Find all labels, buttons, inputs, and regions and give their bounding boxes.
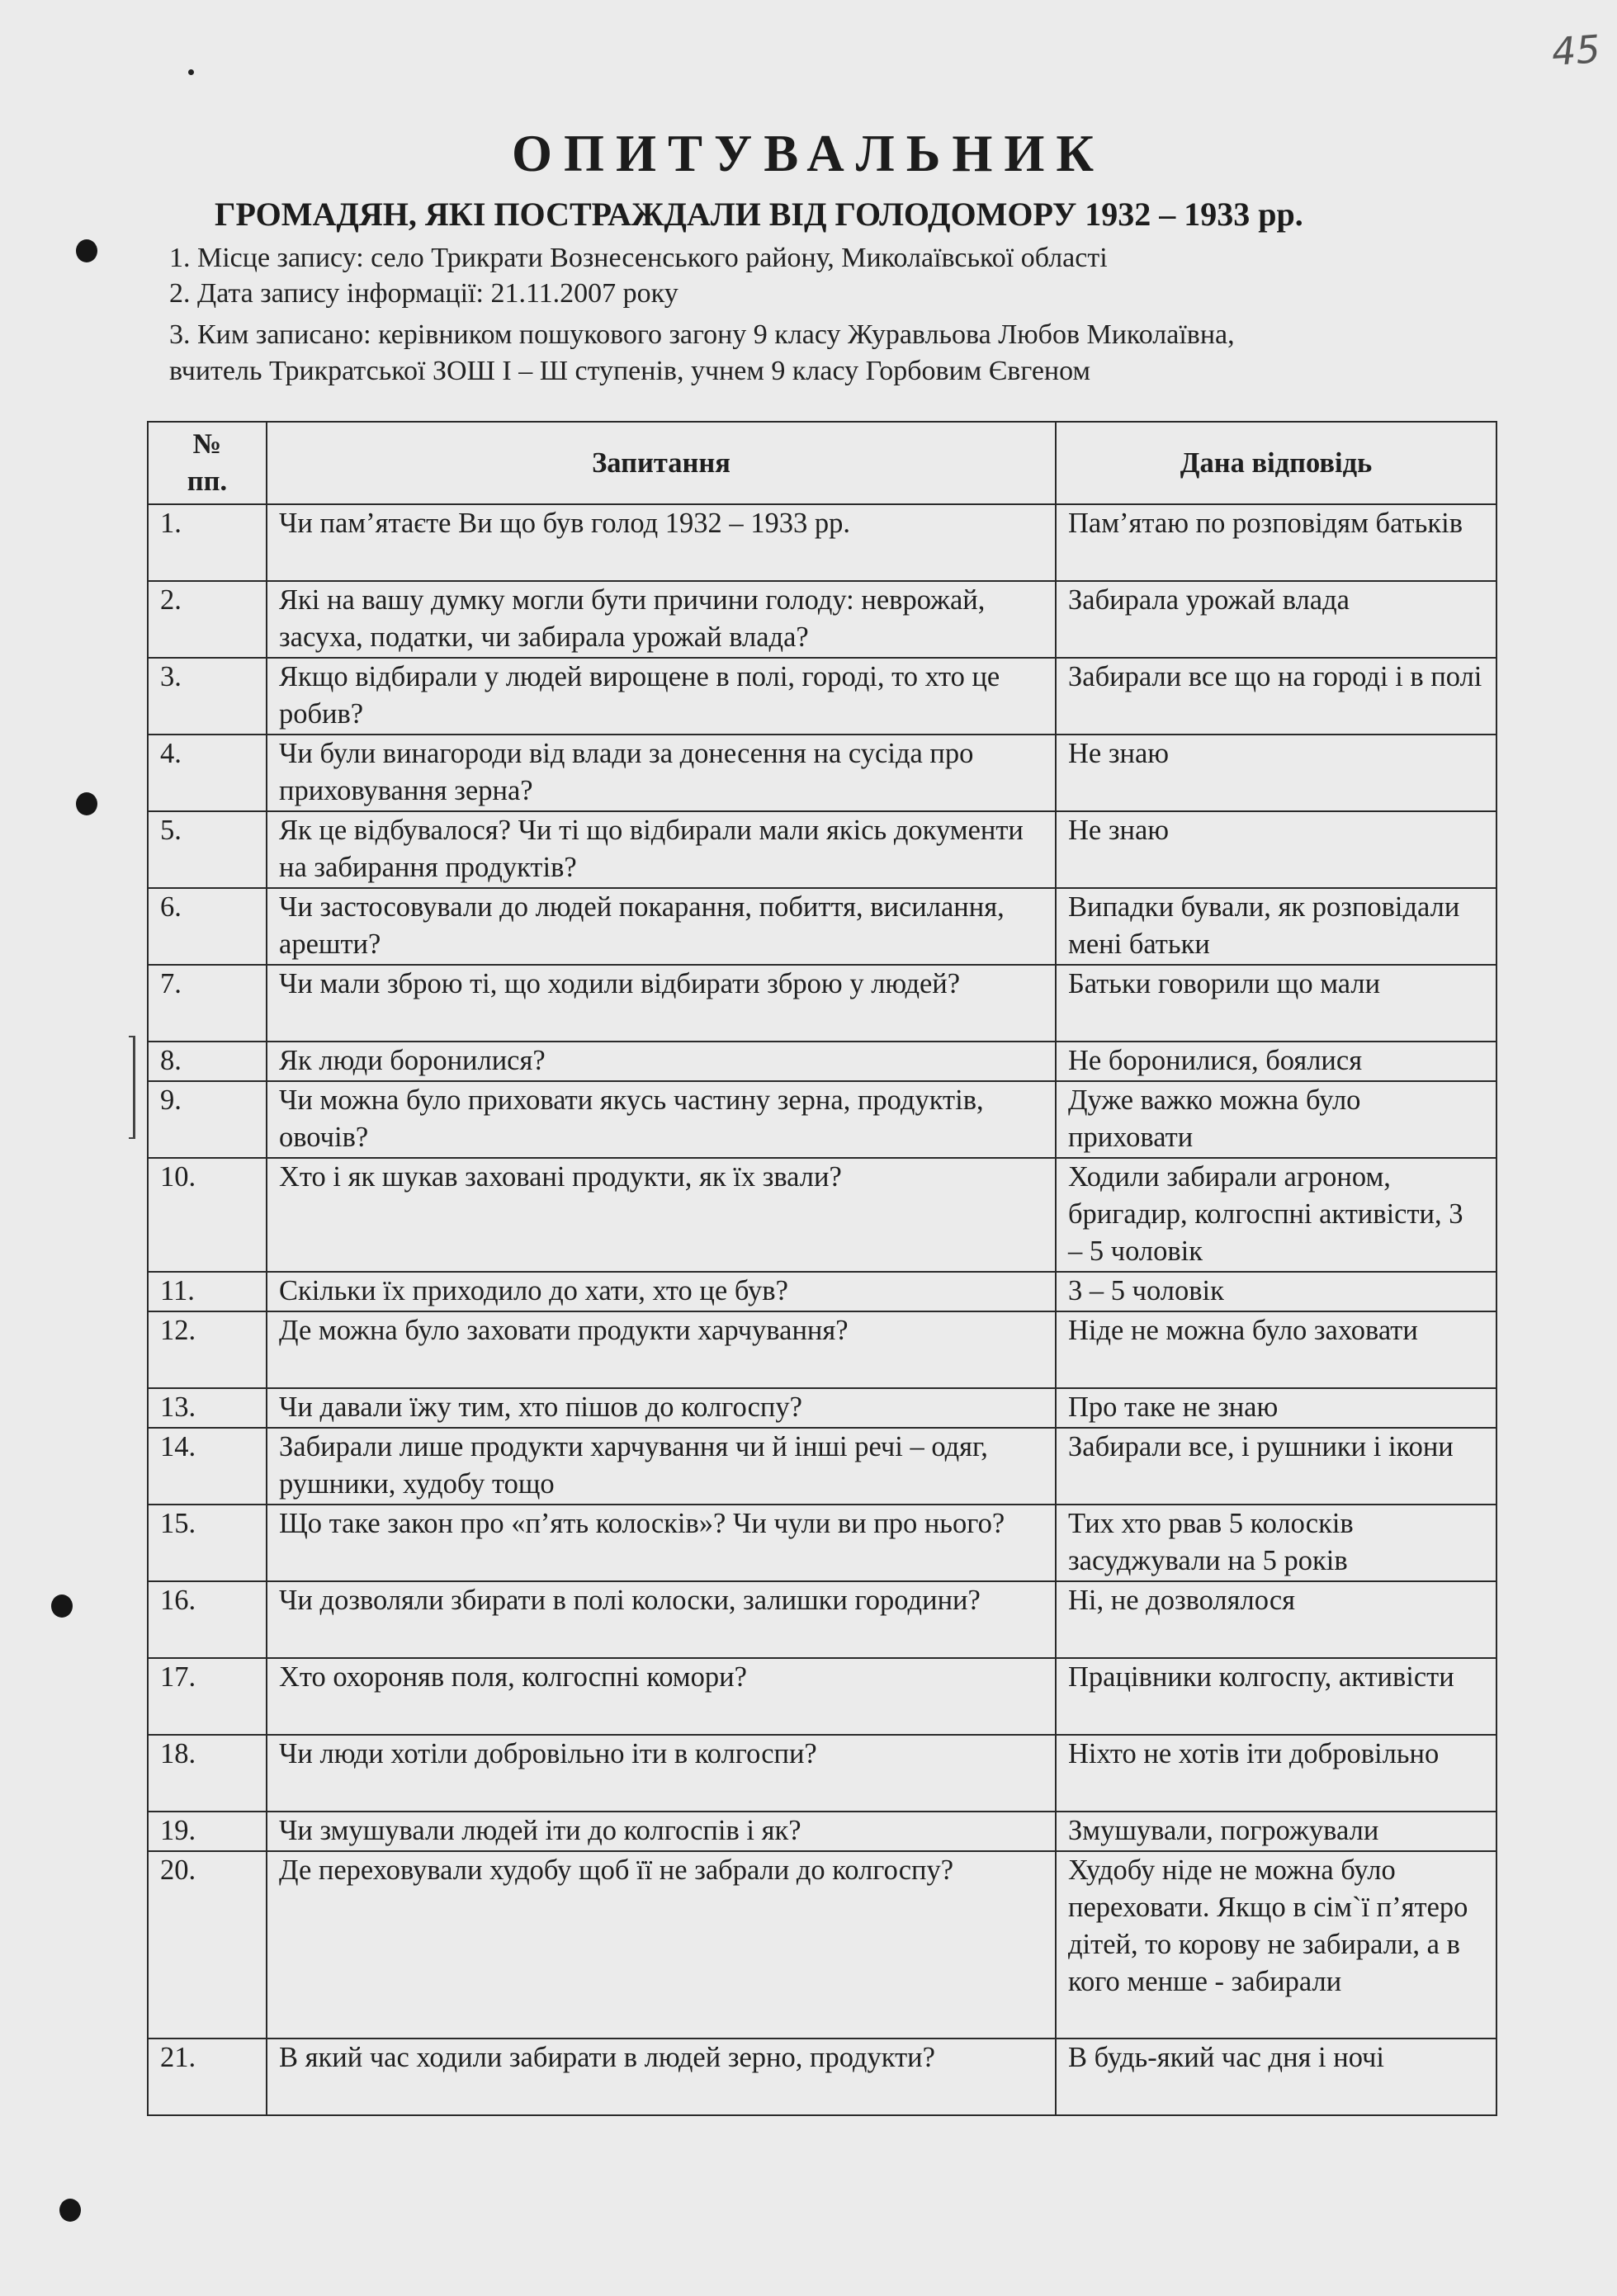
row-question: Чи пам’ятаєте Ви що був голод 1932 – 1933 рр. [267,504,1056,581]
document-title: ОПИТУВАЛЬНИК [511,125,1106,182]
row-number: 11. [148,1272,267,1311]
row-question: Чи змушували людей іти до колгоспів і як? [267,1812,1056,1851]
row-answer: Не знаю [1056,811,1496,888]
row-question: Як люди боронилися? [267,1042,1056,1081]
record-place: 1. Місце запису: село Трикрати Вознесенського району, Миколаївської області [169,243,1108,273]
row-question: Чи можна було приховати якусь частину зерна, продуктів, овочів? [267,1081,1056,1158]
table-row [148,735,1496,811]
row-answer: Не знаю [1056,735,1496,811]
table-row [148,811,1496,888]
row-answer: Забирали все, і рушники і ікони [1056,1428,1496,1505]
table-row [148,1158,1496,1272]
punch-hole-4 [59,2199,81,2222]
row-question: Чи мали зброю ті, що ходили відбирати зброю у людей? [267,965,1056,1042]
row-number: 13. [148,1388,267,1428]
table-row [148,581,1496,658]
row-question: Які на вашу думку могли бути причини голоду: неврожай, засуха, податки, чи забирала урожай влада? [267,581,1056,658]
row-number: 8. [148,1042,267,1081]
row-number: 9. [148,1081,267,1158]
row-number: 16. [148,1581,267,1658]
table-row [148,1311,1496,1388]
row-number: 18. [148,1735,267,1812]
questionnaire-table [147,421,1497,2116]
row-number: 3. [148,658,267,735]
row-answer: В будь-який час дня і ночі [1056,2039,1496,2115]
table-row [148,504,1496,581]
punch-hole-2 [76,792,97,815]
table-row [148,1388,1496,1428]
table-row [148,1735,1496,1812]
table-header-row [148,422,1496,504]
header-answer: Дана відповідь [1056,422,1496,504]
row-number: 21. [148,2039,267,2115]
page-number: 45 [1550,26,1602,74]
table-row [148,1812,1496,1851]
table-row [148,1042,1496,1081]
record-date: 2. Дата запису інформації: 21.11.2007 року [169,278,678,309]
row-answer: Випадки бували, як розповідали мені батьки [1056,888,1496,965]
row-question: Чи люди хотіли добровільно іти в колгоспи? [267,1735,1056,1812]
row-question: В який час ходили забирати в людей зерно, продукти? [267,2039,1056,2115]
table-row [148,965,1496,1042]
table-row [148,1081,1496,1158]
row-number: 14. [148,1428,267,1505]
row-number: 6. [148,888,267,965]
table-row [148,1505,1496,1581]
row-answer: Працівники колгоспу, активісти [1056,1658,1496,1735]
table-row [148,1428,1496,1505]
header-number-line2: пп. [187,465,228,497]
row-question: Якщо відбирали у людей вирощене в полі, городі, то хто це робив? [267,658,1056,735]
row-number: 7. [148,965,267,1042]
punch-hole-1 [76,239,97,262]
table-row [148,2039,1496,2115]
row-answer: Забирала урожай влада [1056,581,1496,658]
row-answer: 3 – 5 чоловік [1056,1272,1496,1311]
row-answer: Ніде не можна було заховати [1056,1311,1496,1388]
header-question: Запитання [267,422,1056,504]
row-question: Чи давали їжу тим, хто пішов до колгоспу? [267,1388,1056,1428]
row-question: Чи застосовували до людей покарання, побиття, висилання, арешти? [267,888,1056,965]
row-number: 2. [148,581,267,658]
ink-speck [188,69,194,75]
document-subtitle: ГРОМАДЯН, ЯКІ ПОСТРАЖДАЛИ ВІД ГОЛОДОМОРУ 1932 – 1933 рр. [215,196,1303,233]
row-number: 15. [148,1505,267,1581]
row-answer: Ходили забирали агроном, бригадир, колгоспні активісти, 3 – 5 чоловік [1056,1158,1496,1272]
row-number: 12. [148,1311,267,1388]
table-row [148,888,1496,965]
row-question: Де можна було заховати продукти харчування? [267,1311,1056,1388]
row-number: 4. [148,735,267,811]
row-question: Забирали лише продукти харчування чи й інші речі – одяг, рушники, худобу тощо [267,1428,1056,1505]
row-answer: Тих хто рвав 5 колосків засуджували на 5 років [1056,1505,1496,1581]
row-number: 20. [148,1851,267,2039]
row-question: Чи були винагороди від влади за донесення на сусіда про приховування зерна? [267,735,1056,811]
row-answer: Худобу ніде не можна було переховати. Якщо в сім`ї п’ятеро дітей, то корову не забирали, а в кого менше - забирали [1056,1851,1496,2039]
row-question: Скільки їх приходило до хати, хто це був? [267,1272,1056,1311]
punch-hole-3 [51,1594,73,1618]
row-answer: Змушували, погрожували [1056,1812,1496,1851]
table-row [148,1851,1496,2039]
row-question: Що таке закон про «п’ять колосків»? Чи чули ви про нього? [267,1505,1056,1581]
table-row [148,1581,1496,1658]
row-question: Хто охороняв поля, колгоспні комори? [267,1658,1056,1735]
row-answer: Ніхто не хотів іти добровільно [1056,1735,1496,1812]
table-row [148,1272,1496,1311]
row-answer: Дуже важко можна було приховати [1056,1081,1496,1158]
row-number: 1. [148,504,267,581]
row-question: Чи дозволяли збирати в полі колоски, залишки городини? [267,1581,1056,1658]
row-answer: Не боронилися, боялися [1056,1042,1496,1081]
row-question: Де переховували худобу щоб її не забрали до колгоспу? [267,1851,1056,2039]
table-row [148,658,1496,735]
row-answer: Ні, не дозволялося [1056,1581,1496,1658]
row-question: Хто і як шукав заховані продукти, як їх звали? [267,1158,1056,1272]
recorded-by-line-2: вчитель Трикратської ЗОШ І – Ш ступенів, учнем 9 класу Горбовим Євгеном [169,356,1090,386]
row-question: Як це відбувалося? Чи ті що відбирали мали якісь документи на забирання продуктів? [267,811,1056,888]
row-answer: Забирали все що на городі і в полі [1056,658,1496,735]
row-number: 10. [148,1158,267,1272]
row-number: 5. [148,811,267,888]
row-answer: Батьки говорили що мали [1056,965,1496,1042]
row-number: 19. [148,1812,267,1851]
row-number: 17. [148,1658,267,1735]
table-row [148,1658,1496,1735]
row-answer: Пам’ятаю по розповідям батьків [1056,504,1496,581]
margin-bracket-mark [133,1036,135,1139]
row-answer: Про таке не знаю [1056,1388,1496,1428]
header-number-line1: № [192,428,222,460]
recorded-by-line-1: 3. Ким записано: керівником пошукового загону 9 класу Журавльова Любов Миколаївна, [169,319,1235,350]
header-number [148,422,267,504]
